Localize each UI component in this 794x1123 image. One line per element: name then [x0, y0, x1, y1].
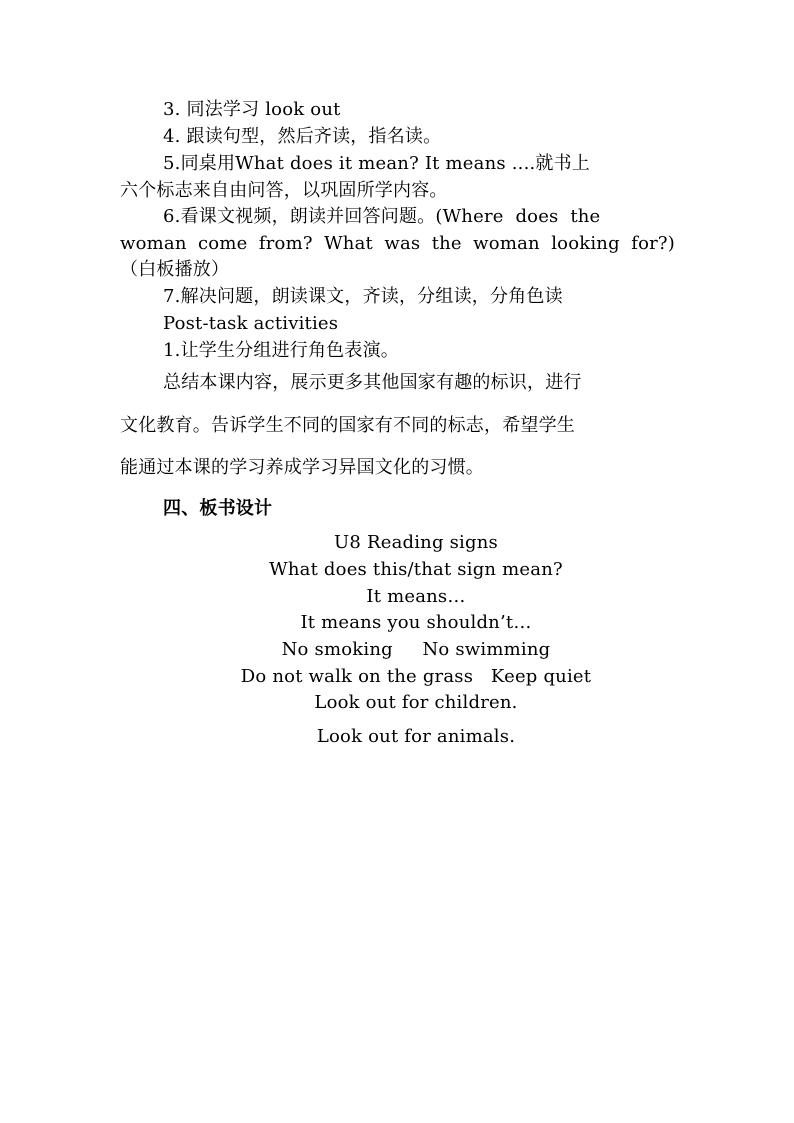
summary-line-1: 总结本课内容，展示更多其他国家有趣的标识，进行: [163, 372, 582, 393]
section-4-heading: 四、板书设计: [163, 498, 273, 519]
summary-line-3: 能通过本课的学习养成学习异国文化的习惯。: [120, 457, 484, 478]
board-question: What does this/that sign mean?: [269, 559, 563, 580]
board-answer-1: It means…: [366, 586, 466, 607]
step-5-line-2: 六个标志来自由问答，以巩固所学内容。: [120, 180, 448, 201]
step-6-line-1: 6.看课文视频，朗读并回答问题。(Where does the: [163, 206, 601, 227]
board-row-4: Look out for animals.: [316, 726, 516, 747]
post-task-title: Post-task activities: [163, 313, 339, 334]
board-title: U8 Reading signs: [334, 532, 498, 553]
summary-line-2: 文化教育。告诉学生不同的国家有不同的标志，希望学生: [120, 415, 575, 436]
board-answer-2: It means you shouldn’t…: [300, 612, 532, 633]
step-6-line-2: woman come from? What was the woman looking for?): [120, 233, 675, 254]
post-task-item-1: 1.让学生分组进行角色表演。: [163, 340, 399, 361]
board-row-2: Do not walk on the grass Keep quiet: [240, 666, 592, 687]
step-7: 7.解决问题，朗读课文，齐读，分组读，分角色读: [163, 286, 563, 307]
step-6-line-3: （白板播放）: [120, 259, 230, 280]
step-5-line-1: 5.同桌用What does it mean? It means ....就书上: [163, 153, 591, 174]
step-4: 4. 跟读句型，然后齐读，指名读。: [163, 126, 442, 147]
board-row-3: Look out for children.: [314, 692, 518, 713]
step-3: 3. 同法学习 look out: [163, 99, 341, 120]
board-row-1: No smoking No swimming: [281, 639, 551, 660]
